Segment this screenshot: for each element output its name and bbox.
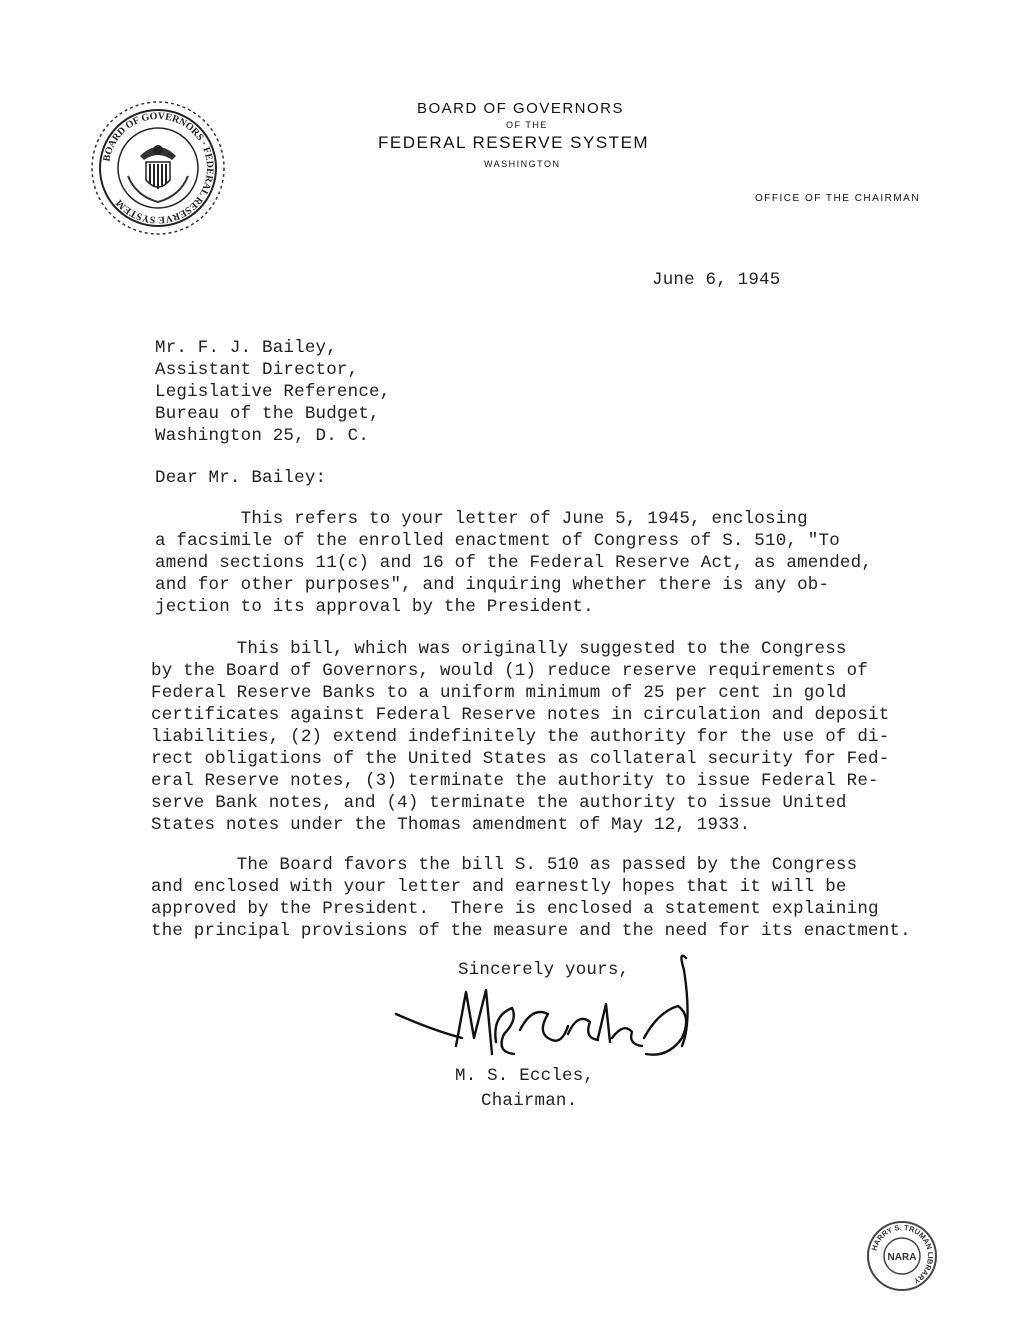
body-line: by the Board of Governors, would (1) reduce reserve requirements of (151, 661, 869, 681)
body-line: a facsimile of the enrolled enactment of Congress of S. 510, "To (155, 531, 840, 551)
stamp-center-text: NARA (887, 1252, 917, 1263)
body-line: the principal provisions of the measure and the need for its enactment. (151, 921, 911, 941)
body-line: jection to its approval by the President. (155, 597, 594, 617)
body-line: rect obligations of the United States as collateral security for Fed- (151, 749, 890, 769)
body-line: This bill, which was originally suggested to the Congress (151, 639, 847, 659)
signer-title: Chairman. (481, 1091, 578, 1111)
salutation: Dear Mr. Bailey: (155, 468, 327, 488)
body-line: approved by the President. There is enclosed a statement explaining (151, 899, 879, 919)
recipient-line: Bureau of the Budget, (155, 404, 380, 424)
letterhead-system: FEDERAL RESERVE SYSTEM (378, 133, 650, 152)
office-of-chairman: OFFICE OF THE CHAIRMAN (755, 193, 921, 204)
body-line: The Board favors the bill S. 510 as passed by the Congress (151, 855, 858, 875)
recipient-line: Legislative Reference, (155, 382, 391, 402)
letterhead-washington: WASHINGTON (484, 159, 561, 169)
closing: Sincerely yours, (458, 960, 630, 980)
body-line: amend sections 11(c) and 16 of the Federal Reserve Act, as amended, (155, 553, 873, 573)
seal-text: BOARD OF GOVERNORS · FEDERAL RESERVE SYSTEM (101, 110, 216, 226)
signer-name: M. S. Eccles, (455, 1066, 595, 1086)
body-line: States notes under the Thomas amendment of May 12, 1933. (151, 815, 751, 835)
recipient-line: Mr. F. J. Bailey, (155, 338, 337, 358)
body-line: and for other purposes", and inquiring whether there is any ob- (155, 575, 830, 595)
body-line: certificates against Federal Reserve notes in circulation and deposit (151, 705, 890, 725)
nara-library-stamp (866, 1220, 938, 1292)
body-line: This refers to your letter of June 5, 1945, enclosing (155, 509, 808, 529)
body-line: and enclosed with your letter and earnestly hopes that it will be (151, 877, 847, 897)
letter-date: June 6, 1945 (652, 270, 781, 290)
body-line: liabilities, (2) extend indefinitely the authority for the use of di- (151, 727, 890, 747)
recipient-line: Washington 25, D. C. (155, 426, 370, 446)
letterhead-of-the: OF THE (506, 120, 548, 130)
body-line: serve Bank notes, and (4) terminate the authority to issue United (151, 793, 847, 813)
stamp-text: HARRY S. TRUMAN LIBRARY (869, 1222, 936, 1286)
letterhead-board: BOARD OF GOVERNORS (417, 100, 625, 117)
recipient-line: Assistant Director, (155, 360, 359, 380)
handwritten-signature (392, 942, 722, 1082)
body-line: Federal Reserve Banks to a uniform minimum of 25 per cent in gold (151, 683, 847, 703)
federal-reserve-seal (88, 98, 228, 238)
body-line: eral Reserve notes, (3) terminate the authority to issue Federal Re- (151, 771, 879, 791)
